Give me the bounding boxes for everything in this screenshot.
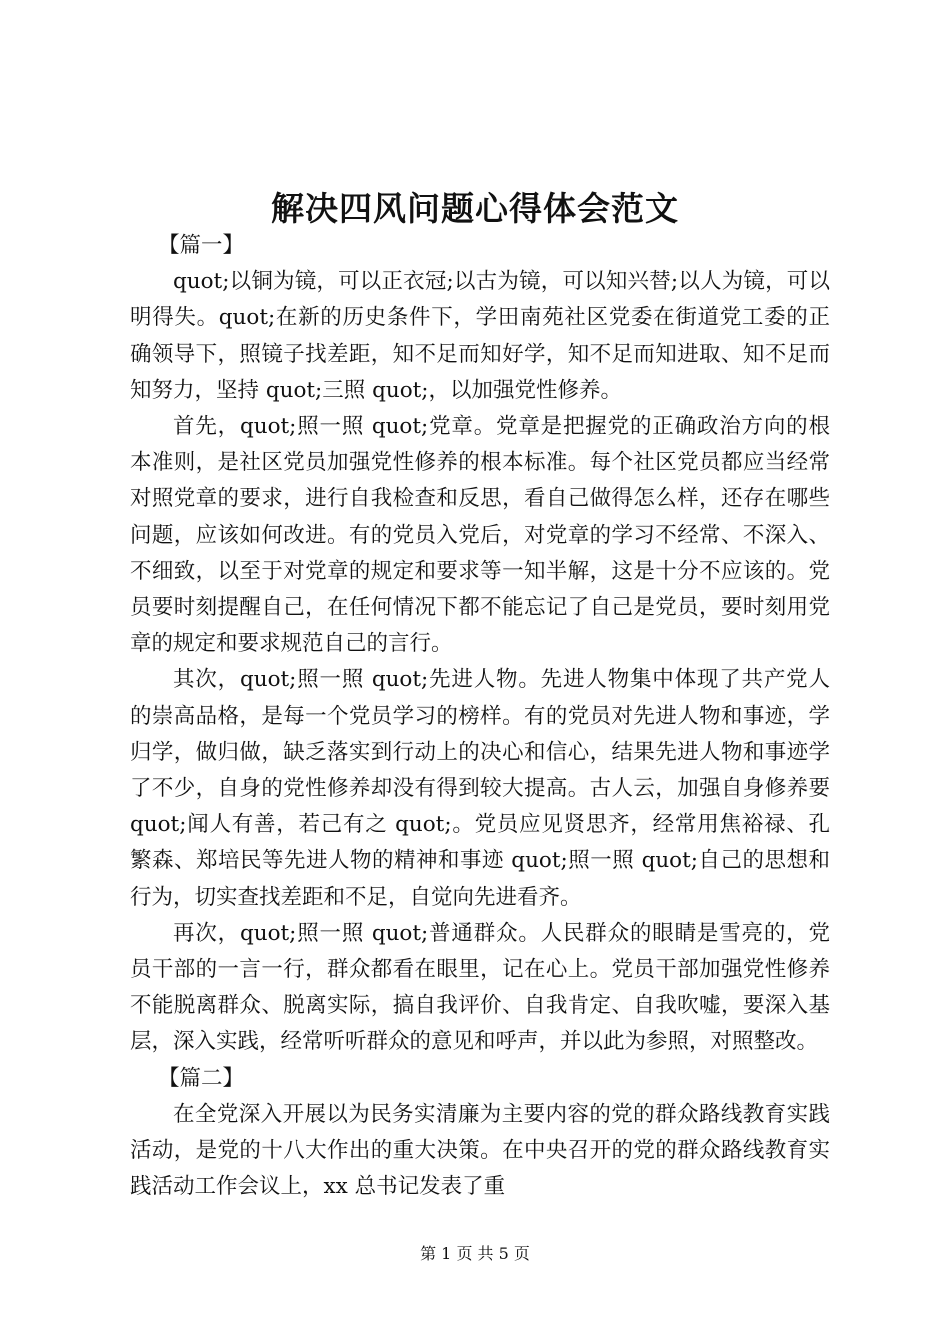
paragraph-first: 首先，quot;照一照 quot;党章。党章是把握党的正确政治方向的根本准则，是社区党员加强党性修养的根本标准。每个社区党员都应当经常对照党章的要求，进行自我检查和反思，看自己做得怎么样，还存在哪些问题，应该如何改进。有的党员入党后，对党章的学习不经常、不深入、不细致，以至于对党章的规定和要求等一知半解，这是十分不应该的。党员要时刻提醒自己，在任何情况下都不能忘记了自己是党员，要时刻用党章的规定和要求规范自己的言行。 (130, 414, 830, 657)
paragraph-second: 其次，quot;照一照 quot;先进人物。先进人物集中体现了共产党人的崇高品格，是每一个党员学习的榜样。有的党员对先进人物和事迹，学归学，做归做，缺乏落实到行动上的决心和信心，结果先进人物和事迹学了不少，自身的党性修养却没有得到较大提高。古人云，加强自身修养要 quot;闻人有善，若己有之 quot;。党员应见贤思齐，经常用焦裕禄、孔繁森、郑培民等先进人物的精神和事迹 quot;照一照 quot;自己的思想和行为，切实查找差距和不足，自觉向先进看齐。 (130, 667, 830, 910)
page-number-footer: 第 1 页 共 5 页 (420, 1244, 530, 1263)
paragraph-third: 再次，quot;照一照 quot;普通群众。人民群众的眼睛是雪亮的，党员干部的一言一行，群众都看在眼里，记在心上。党员干部加强党性修养不能脱离群众、脱离实际，搞自我评价、自我肯定、自我吹嘘，要深入基层，深入实践，经常听听群众的意见和呼声，并以此为参照，对照整改。 (130, 920, 830, 1055)
section-heading-2: 【篇二】 (157, 1065, 244, 1091)
document-body (130, 228, 830, 1205)
section-heading-1: 【篇一】 (157, 233, 244, 258)
paragraph-intro: quot;以铜为镜，可以正衣冠;以古为镜，可以知兴替;以人为镜，可以明得失。quot;在新的历史条件下，学田南苑社区党委在街道党工委的正确领导下，照镜子找差距，知不足而知好学，知不足而知进取、知不足而知努力，坚持 quot;三照 quot;，以加强党性修养。 (130, 269, 830, 403)
document-title: 解决四风问题心得体会范文 (271, 189, 679, 228)
paragraph-section-two: 在全党深入开展以为民务实清廉为主要内容的党的群众路线教育实践活动，是党的十八大作出的重大决策。在中央召开的党的群众路线教育实践活动工作会议上，xx 总书记发表了重 (130, 1101, 830, 1200)
